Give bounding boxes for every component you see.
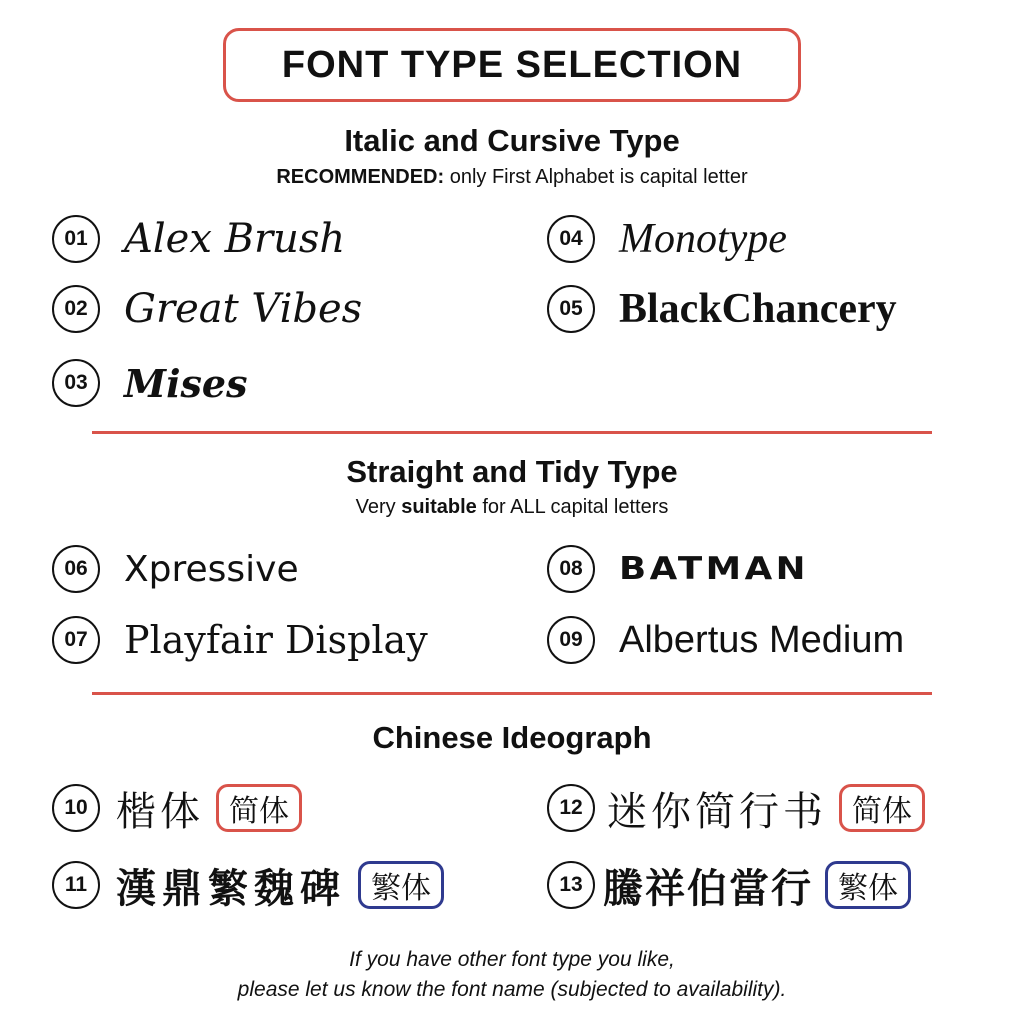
option-number: 01 [52,215,100,263]
font-name: Mises [124,360,248,406]
section-subtitle-cursive [0,166,1024,189]
section-divider [92,692,932,695]
option-number: 03 [52,359,100,407]
option-number: 05 [547,285,595,333]
option-number: 07 [52,616,100,664]
font-option-09[interactable] [547,612,904,668]
font-option-03[interactable] [52,355,247,411]
font-name: BlackChancery [619,286,897,332]
traditional-badge: 繁体 [825,861,911,909]
font-name: Xpressive [124,548,299,590]
font-name: 騰祥伯當行 [603,864,813,912]
traditional-badge: 繁体 [358,861,444,909]
footer-line-1: If you have other font type you like, [349,948,675,971]
font-option-12[interactable] [547,780,925,836]
font-option-04[interactable] [547,211,787,267]
font-name: 楷体 [116,788,204,835]
section-subtitle-straight [0,496,1024,519]
footer-note [0,945,1024,1005]
option-number: 02 [52,285,100,333]
font-name: 漢鼎繁魏碑 [116,864,346,912]
font-name: 迷你简行书 [607,788,827,835]
font-option-08[interactable] [547,541,809,597]
font-name: BATMAN [619,551,809,587]
font-option-02[interactable] [52,281,362,337]
option-number: 11 [52,861,100,909]
page-title: FONT TYPE SELECTION [281,43,743,86]
suitable-label: suitable [401,496,477,518]
font-name: Monotype [619,216,787,262]
section-title-chinese: Chinese Ideograph [372,720,652,755]
recommended-label: RECOMMENDED: [276,166,445,188]
font-option-11[interactable] [52,857,444,913]
font-option-06[interactable] [52,541,299,597]
font-option-07[interactable] [52,612,428,668]
font-option-05[interactable] [547,281,897,337]
section-title-straight: Straight and Tidy Type [346,454,678,489]
suitable-post: for ALL capital letters [476,496,669,518]
option-number: 12 [547,784,595,832]
title-box [223,28,801,102]
font-name: Albertus Medium [619,618,905,661]
font-option-13[interactable] [547,857,911,913]
font-name: Alex Brush [124,216,346,262]
option-number: 13 [547,861,595,909]
font-name: Great Vibes [124,286,363,332]
section-title-cursive: Italic and Cursive Type [344,123,680,158]
simplified-badge: 简体 [216,784,302,832]
footer-line-2: please let us know the font name (subjected to availability). [237,978,787,1001]
font-name: Playfair Display [124,618,428,662]
option-number: 06 [52,545,100,593]
simplified-badge: 简体 [839,784,925,832]
option-number: 10 [52,784,100,832]
font-option-10[interactable] [52,780,302,836]
recommended-text: only First Alphabet is capital letter [444,166,748,188]
suitable-pre: Very [355,496,402,518]
option-number: 08 [547,545,595,593]
option-number: 09 [547,616,595,664]
font-option-01[interactable] [52,211,345,267]
section-divider [92,431,932,434]
option-number: 04 [547,215,595,263]
